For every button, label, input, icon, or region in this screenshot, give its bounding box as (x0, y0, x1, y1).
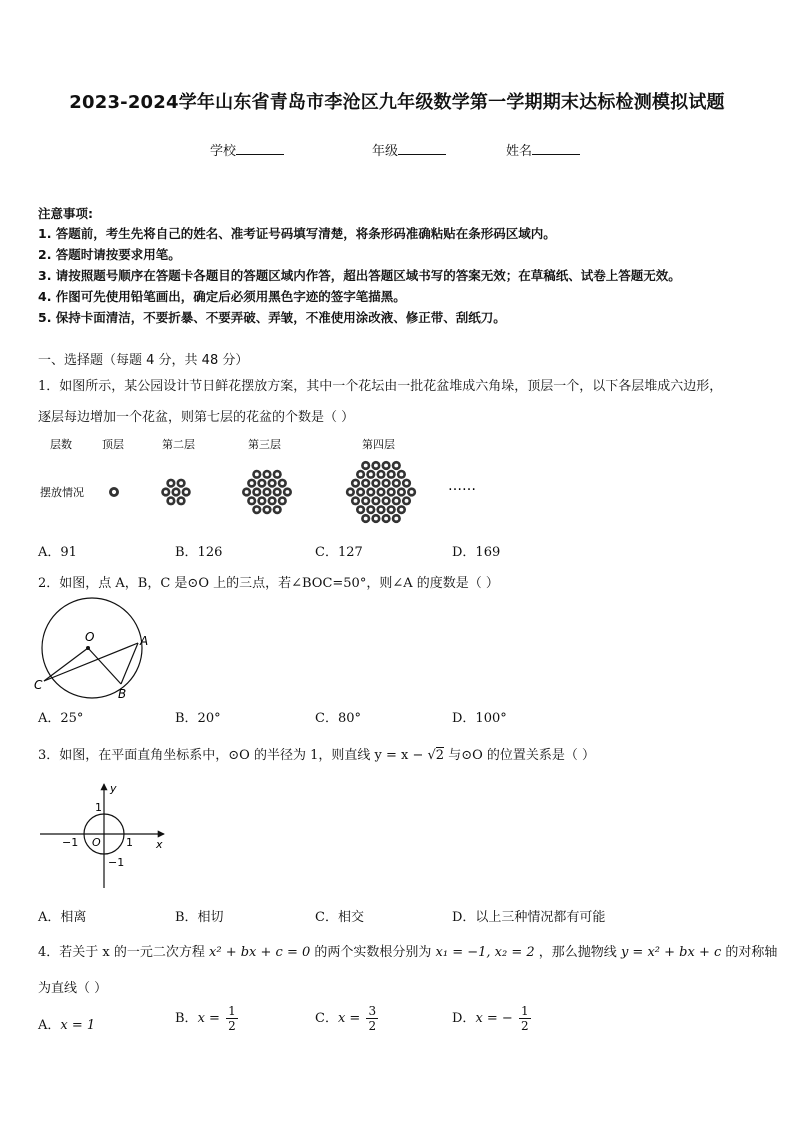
q2-figure (30, 596, 155, 700)
segment-ca (44, 643, 138, 681)
flower-pot-center (354, 499, 358, 503)
flower-pot-center (245, 490, 249, 494)
flower-pot-center (270, 481, 274, 485)
flower-pot-center (260, 499, 264, 503)
flower-pot-center (410, 490, 414, 494)
q4-option-d[interactable] (452, 1004, 533, 1033)
q4-option-b[interactable] (175, 1004, 240, 1033)
school-label: 学校 (210, 144, 237, 159)
q1-figure (38, 432, 498, 532)
flower-pot-center (285, 490, 289, 494)
flower-pot-center (364, 481, 368, 485)
fraction-denominator: 2 (368, 1019, 377, 1033)
label-origin: O (92, 836, 101, 849)
flower-pot-center (164, 490, 168, 494)
flower-pot-center (399, 490, 403, 494)
notice-item: 1. 答题前，考生先将自己的姓名、准考证号码填写清楚，将条形码准确粘贴在条形码区域内。 (38, 226, 556, 241)
q1-option-a[interactable]: A．91 (38, 545, 77, 560)
flower-pot-center (260, 481, 264, 485)
q4-text-part4: 的对称轴 (725, 945, 778, 960)
q3-text (38, 744, 595, 763)
fraction-numerator: 1 (520, 1004, 529, 1018)
flower-pot-center (255, 472, 259, 476)
flower-layer-3 (242, 470, 292, 515)
tick-y-neg1: −1 (108, 856, 125, 869)
q1-header-3: 第三层 (248, 438, 281, 451)
flower-layer-4 (346, 461, 416, 523)
q4-option-d-label: D． (452, 1011, 476, 1026)
q3-option-b[interactable]: B．相切 (175, 910, 224, 925)
notice-heading: 注意事项: (38, 206, 93, 221)
notice-item: 5. 保持卡面清洁，不要折暴、不要弄破、弄皱，不准使用涂改液、修正带、刮纸刀。 (38, 310, 506, 325)
q2-option-b[interactable]: B．20° (175, 711, 221, 726)
q4-parabola: y = x² + bx + c (620, 945, 722, 960)
label-c: C (34, 678, 43, 692)
q4-option-a[interactable] (38, 1014, 95, 1033)
flower-pot-center (174, 490, 178, 494)
flower-layer-1 (109, 487, 119, 497)
flower-pot-center (374, 464, 378, 468)
flower-pot-center (389, 508, 393, 512)
q4-option-c-lhs: x = (337, 1011, 361, 1026)
flower-pot-center (348, 490, 352, 494)
fraction-denominator: 2 (228, 1019, 236, 1033)
flower-pot-center (280, 499, 284, 503)
q2-option-a[interactable]: A．25° (38, 711, 84, 726)
flower-pot-center (275, 490, 279, 494)
flower-pot-center (265, 472, 269, 476)
flower-pot-center (374, 481, 378, 485)
notice-item: 4. 作图可先使用铅笔画出，确定后必须用黑色字迹的签字笔描黑。 (38, 289, 406, 304)
q4-text-part3: ，那么抛物线 (538, 945, 617, 960)
notice-item: 3. 请按照题号顺序在答题卡各题目的答题区域内作答，超出答题区域书写的答案无效；在草稿纸、试卷上答题无效。 (38, 268, 681, 283)
flower-pot-center (384, 499, 388, 503)
section-heading: 一、选择题（每题 4 分，共 48 分） (38, 353, 249, 368)
flower-pot-center (364, 464, 368, 468)
fraction-numerator: 3 (368, 1004, 377, 1018)
flower-pot-center (265, 490, 269, 494)
flower-layer-2 (161, 479, 191, 506)
q1-option-c[interactable]: C．127 (315, 545, 363, 560)
q4-option-c-fraction (366, 1004, 378, 1033)
sqrt-arg: 2 (435, 748, 445, 763)
grade-field[interactable] (372, 140, 446, 159)
flower-pot-center (270, 499, 274, 503)
q3-figure (38, 780, 168, 892)
q4-equation: x² + bx + c = 0 (209, 945, 311, 960)
segment-ob (88, 648, 121, 684)
flower-pot-center (405, 499, 409, 503)
q4-text-part2: 的两个实数根分别为 (314, 945, 432, 960)
q4-option-a-value: x = 1 (60, 1018, 96, 1033)
label-y: y (110, 782, 117, 795)
q4-option-b-lhs: x = (197, 1011, 220, 1026)
flower-pot-center (389, 490, 393, 494)
q1-header-layers: 层数 (50, 438, 72, 451)
notice-item: 2. 答题时请按要求用笔。 (38, 247, 181, 262)
flower-pot-center (394, 464, 398, 468)
label-o: O (85, 630, 95, 644)
q4-roots: x₁ = −1, x₂ = 2 (435, 945, 535, 960)
q1-ellipsis: …… (448, 478, 476, 494)
school-field[interactable] (210, 140, 284, 159)
flower-pot-center (250, 481, 254, 485)
q3-option-c[interactable]: C．相交 (315, 910, 364, 925)
flower-pot-center (250, 499, 254, 503)
q1-option-b[interactable]: B．126 (175, 545, 223, 560)
flower-pot-center (184, 490, 188, 494)
label-a: A (140, 634, 149, 648)
q1-text-line1: 1．如图所示，某公园设计节日鲜花摆放方案，其中一个花坛由一批花盆堆成六角垛，顶层一个，以下各层堆成六边形， (38, 379, 723, 394)
label-x: x (156, 838, 163, 851)
flower-pot-center (369, 490, 373, 494)
flower-pot-center (394, 481, 398, 485)
q4-option-a-label: A． (38, 1018, 61, 1033)
flower-pot-center (359, 472, 363, 476)
flower-pot-center (364, 499, 368, 503)
flower-pot-center (275, 508, 279, 512)
q1-option-d[interactable]: D．169 (452, 545, 501, 560)
flower-pot-center (384, 517, 388, 521)
flower-pot-center (399, 508, 403, 512)
q1-header-2: 第二层 (162, 438, 195, 451)
q3-text-part1: 3．如图，在平面直角坐标系中，⊙O 的半径为 1，则直线 y = x − (38, 748, 424, 763)
flower-pot-center (169, 499, 173, 503)
q2-option-d[interactable]: D．100° (452, 711, 507, 726)
flower-pot-center (374, 517, 378, 521)
flower-pot-center (384, 481, 388, 485)
segment-oc (44, 648, 88, 681)
fraction-denominator: 2 (520, 1019, 529, 1033)
q4-option-b-label: B． (175, 1011, 198, 1026)
flower-pot-center (379, 490, 383, 494)
flower-pot-center (179, 481, 183, 485)
flower-pot-center (354, 481, 358, 485)
q3-text-part2: 与⊙O 的位置关系是（ ） (448, 748, 596, 763)
flower-pot-center (394, 517, 398, 521)
tick-x-1: 1 (126, 836, 133, 849)
flower-pot-center (275, 472, 279, 476)
flower-pot-center (255, 508, 259, 512)
flower-pot-center (255, 490, 259, 494)
label-b: B (118, 687, 127, 700)
flower-pot-center (359, 508, 363, 512)
q4-option-c[interactable] (315, 1004, 380, 1033)
fraction-numerator: 1 (228, 1004, 236, 1018)
q3-option-a[interactable]: A．相离 (38, 910, 87, 925)
q1-header-4: 第四层 (362, 438, 395, 451)
flower-pot-center (379, 508, 383, 512)
q4-text-line1 (38, 941, 777, 960)
q4-text-part1: 4．若关于 x 的一元二次方程 (38, 945, 205, 960)
flower-pot-center (384, 464, 388, 468)
q3-option-d[interactable]: D．以上三种情况都有可能 (452, 910, 606, 925)
flower-pot-center (179, 499, 183, 503)
q4-option-d-lhs: x = − (475, 1011, 513, 1026)
grade-label: 年级 (372, 144, 399, 159)
flower-pot-center (369, 472, 373, 476)
flower-pot-center (389, 472, 393, 476)
q1-row-label: 摆放情况 (40, 486, 84, 499)
page-title: 2023-2024学年山东省青岛市李沧区九年级数学第一学期期末达标检测模拟试题 (69, 92, 725, 113)
q1-header-top: 顶层 (102, 438, 124, 451)
school-blank[interactable] (236, 142, 284, 155)
name-field[interactable] (506, 140, 580, 159)
flower-pot-center (394, 499, 398, 503)
flower-pot-center (405, 481, 409, 485)
flower-pot-center (399, 472, 403, 476)
q2-option-c[interactable]: C．80° (315, 711, 361, 726)
flower-pot-center (359, 490, 363, 494)
q4-text-line2: 为直线（ ） (38, 981, 108, 996)
sqrt-symbol: √2 (427, 748, 445, 763)
flower-pot-center (280, 481, 284, 485)
grade-blank[interactable] (398, 142, 446, 155)
flower-pot-center (379, 472, 383, 476)
q1-text-line2: 逐层每边增加一个花盆，则第七层的花盆的个数是（ ） (38, 410, 355, 425)
q4-option-c-label: C． (315, 1011, 338, 1026)
tick-x-neg1: −1 (62, 836, 79, 849)
flower-pot-center (265, 508, 269, 512)
flower-pot-center (169, 481, 173, 485)
name-label: 姓名 (506, 144, 533, 159)
q4-option-d-fraction (519, 1004, 531, 1033)
flower-pot-center (369, 508, 373, 512)
q2-text: 2．如图，点 A，B，C 是⊙O 上的三点，若∠BOC=50°，则∠A 的度数是（ ） (38, 576, 499, 591)
flower-pot-center (374, 499, 378, 503)
name-blank[interactable] (532, 142, 580, 155)
tick-y-1: 1 (95, 801, 102, 814)
q4-option-b-fraction (226, 1004, 238, 1033)
flower-pot-center (112, 490, 116, 494)
flower-pot-center (364, 517, 368, 521)
